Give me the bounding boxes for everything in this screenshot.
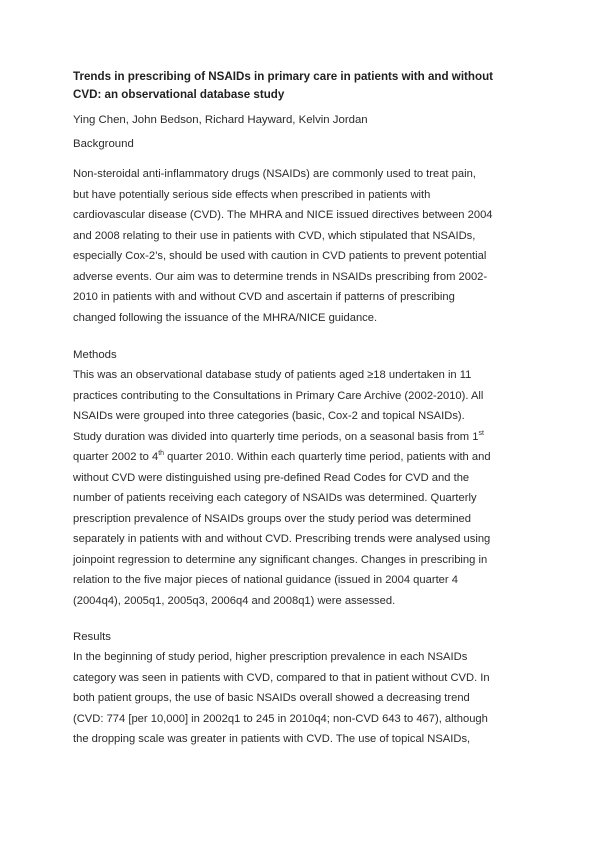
methods-heading: Methods xyxy=(73,349,117,361)
methods-line: separately in patients with and without CVD. Prescribing trends were analysed using xyxy=(73,533,491,545)
results-line: both patient groups, the use of basic NSAIDs overall showed a decreasing trend xyxy=(73,692,470,704)
superscript-th: th xyxy=(158,450,165,457)
methods-line: This was an observational database study of patients aged ≥18 undertaken in 11 xyxy=(73,369,472,381)
document-page xyxy=(73,68,523,750)
title-line-2: CVD: an observational database study xyxy=(73,88,285,101)
methods-line: without CVD were distinguished using pre-defined Read Codes for CVD and the xyxy=(73,471,470,484)
methods-line: prescription prevalence of NSAIDs groups over the study period was determined xyxy=(73,512,471,525)
methods-line xyxy=(73,447,523,468)
title-line-1: Trends in prescribing of NSAIDs in primary care in patients with and without xyxy=(73,70,494,83)
methods-line: number of patients receiving each category of NSAIDs was determined. Quarterly xyxy=(73,492,477,504)
background-line: Non-steroidal anti-inflammatory drugs (NSAIDs) are commonly used to treat pain, xyxy=(73,168,476,180)
background-line: cardiovascular disease (CVD). The MHRA and NICE issued directives between 2004 xyxy=(73,209,493,221)
methods-line-text: quarter 2002 to 4 xyxy=(73,451,159,463)
methods-line: relation to the five major pieces of national guidance (issued in 2004 quarter 4 xyxy=(73,574,458,586)
author-list: Ying Chen, John Bedson, Richard Hayward, Kelvin Jordan xyxy=(73,114,368,126)
background-line: changed following the issuance of the MHRA/NICE guidance. xyxy=(73,311,378,324)
results-line: the dropping scale was greater in patients with CVD. The use of topical NSAIDs, xyxy=(73,733,471,745)
methods-line: joinpoint regression to determine any significant changes. Changes in prescribing in xyxy=(73,553,488,566)
methods-paragraph xyxy=(73,365,523,611)
background-line: adverse events. Our aim was to determine trends in NSAIDs prescribing from 2002- xyxy=(73,270,488,283)
methods-line: practices contributing to the Consultations in Primary Care Archive (2002-2010). All xyxy=(73,389,484,402)
superscript-st: st xyxy=(478,429,484,437)
background-line: and 2008 relating to their use in patients with CVD, which stipulated that NSAIDs, xyxy=(73,229,476,242)
methods-line: NSAIDs were grouped into three categories (basic, Cox-2 and topical NSAIDs). xyxy=(73,410,465,422)
methods-line-text: Study duration was divided into quarterly time periods, on a seasonal basis from 1 xyxy=(73,430,479,443)
background-line: especially Cox-2’s, should be used with caution in CVD patients to prevent potential xyxy=(73,250,487,262)
background-line: 2010 in patients with and without CVD and ascertain if patterns of prescribing xyxy=(73,291,455,303)
paper-title xyxy=(73,68,523,104)
results-line: (CVD: 774 [per 10,000] in 2002q1 to 245 in 2010q4; non-CVD 643 to 467), although xyxy=(73,712,488,725)
methods-line-tail: quarter 2010. Within each quarterly time period, patients with and xyxy=(164,451,491,463)
methods-line xyxy=(73,427,523,448)
methods-line: (2004q4), 2005q1, 2005q3, 2006q4 and 2008q1) were assessed. xyxy=(73,594,396,607)
results-line: category was seen in patients with CVD, compared to that in patient without CVD. In xyxy=(73,671,490,684)
background-heading: Background xyxy=(73,138,134,150)
background-paragraph xyxy=(73,164,523,328)
results-paragraph xyxy=(73,647,523,750)
results-heading: Results xyxy=(73,631,111,643)
results-line: In the beginning of study period, higher prescription prevalence in each NSAIDs xyxy=(73,651,468,663)
background-line: but have potentially serious side effects when prescribed in patients with xyxy=(73,188,431,201)
